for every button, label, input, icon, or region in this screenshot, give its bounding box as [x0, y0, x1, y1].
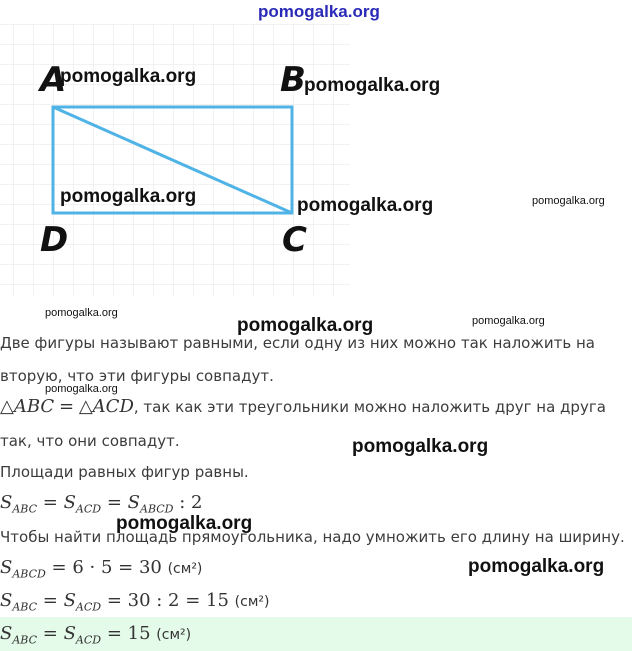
watermark: pomogalka.org: [60, 186, 197, 207]
watermark: pomogalka.org: [237, 315, 374, 336]
equals-sign: =: [58, 396, 75, 417]
watermark: pomogalka.org: [45, 307, 118, 319]
paragraph-1-line-1: Две фигуры называют равными, если одну из них можно так наложить на: [0, 334, 595, 352]
paragraph-3: Площади равных фигур равны.: [0, 463, 249, 481]
watermark: pomogalka.org: [60, 66, 197, 87]
vertex-label-d: D: [40, 220, 69, 260]
formula-3: $S_{ABC} = S_{ACD} = 30$ : 2 = 15 (см²): [0, 590, 270, 614]
watermark-top: pomogalka.org: [258, 2, 380, 21]
watermark: pomogalka.org: [532, 195, 605, 207]
watermark: pomogalka.org: [297, 195, 434, 216]
watermark: pomogalka.org: [468, 556, 605, 577]
watermark: pomogalka.org: [472, 315, 545, 327]
paragraph-1-line-2: вторую, что эти фигуры совпадут.: [0, 367, 274, 385]
triangle-abc: △ABC: [0, 396, 55, 417]
paragraph-2-text: , так как эти треугольники можно наложить друг на друга: [133, 398, 606, 416]
paragraph-2-line-1: [0, 396, 606, 417]
formula-2: $S_{ABCD} = 6 \cdot 5 = 30$ (см²): [0, 557, 203, 581]
paragraph-4: Чтобы найти площадь прямоугольника, надо умножить его длину на ширину.: [0, 528, 625, 546]
vertex-label-c: C: [282, 220, 307, 260]
watermark: pomogalka.org: [352, 436, 489, 457]
formula-1: $S_{ABC} = S_{ACD} = S_{ABCD}$ : 2: [0, 492, 203, 516]
vertex-label-a: A: [40, 60, 67, 100]
watermark: pomogalka.org: [304, 75, 441, 96]
vertex-label-b: B: [280, 60, 306, 100]
triangle-acd: △ACD: [78, 396, 134, 417]
watermark: pomogalka.org: [116, 513, 253, 534]
formula-answer: $S_{ABC} = S_{ACD} = 15$ (см²): [0, 623, 192, 647]
paragraph-2-line-2: так, что они совпадут.: [0, 432, 180, 450]
watermark: pomogalka.org: [45, 383, 118, 395]
